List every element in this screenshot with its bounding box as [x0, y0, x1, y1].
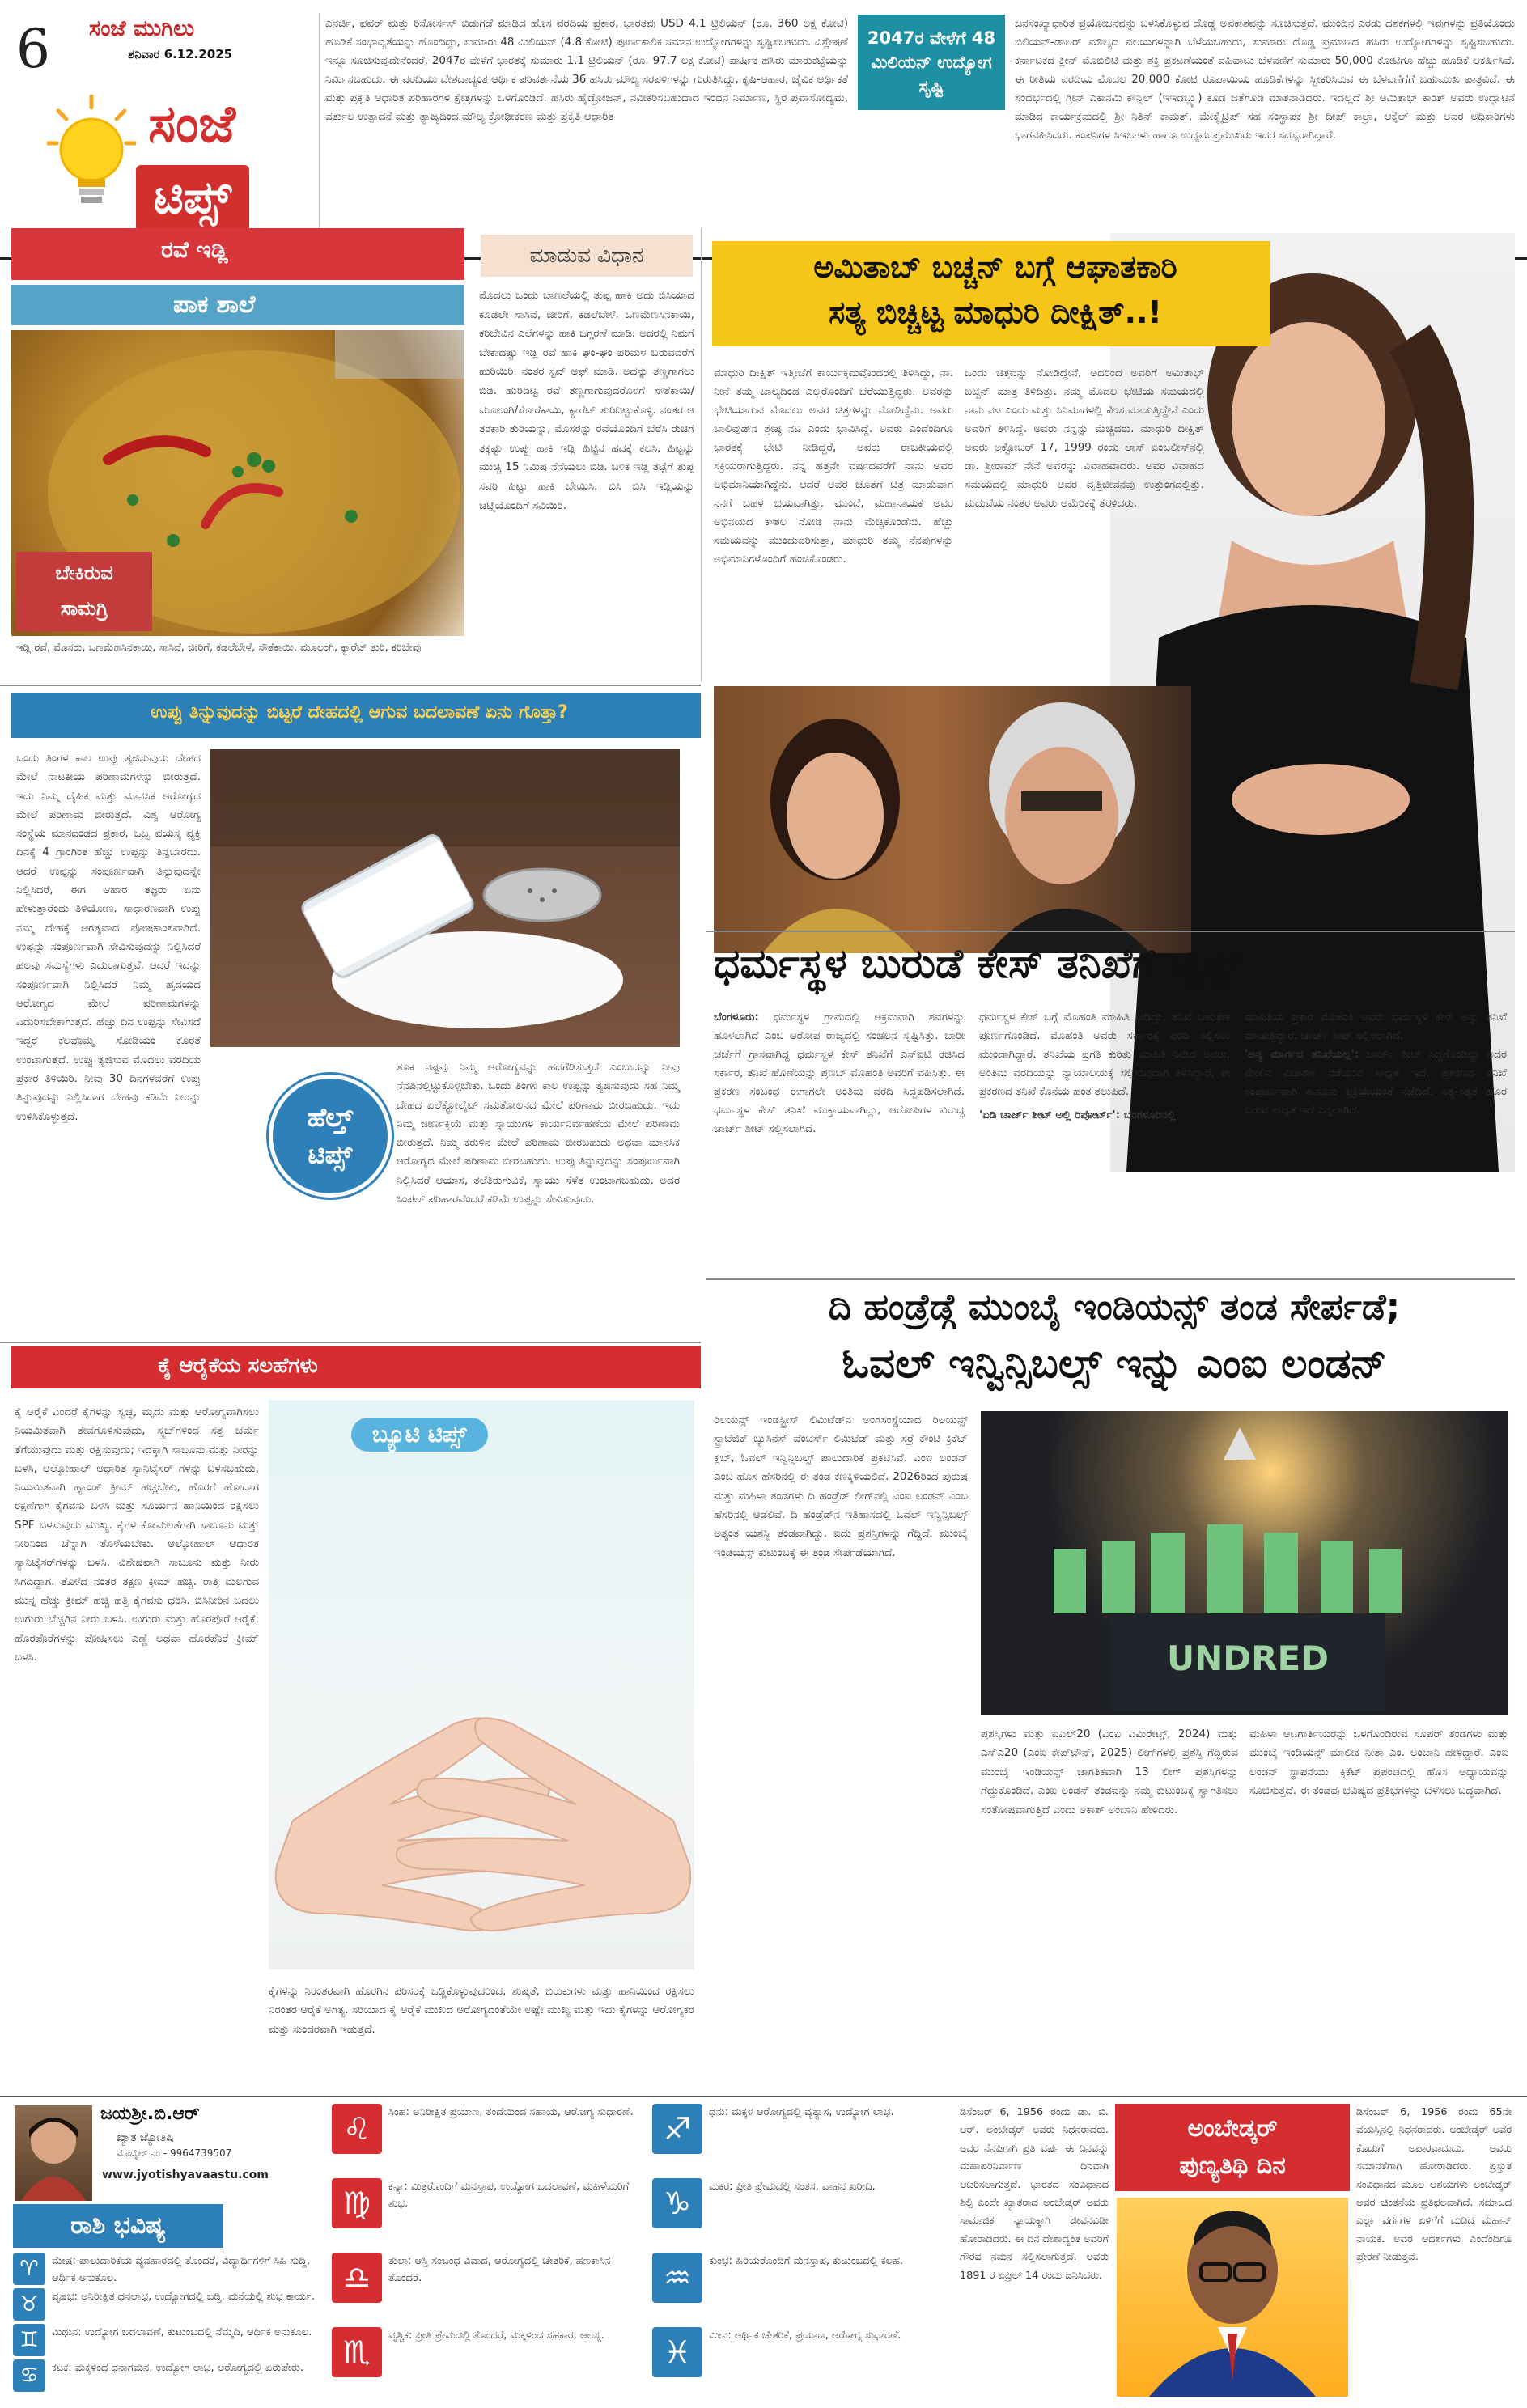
dharmasthala-col3-text: ಮಾಹಿತಿಯ ಪ್ರಕಾರ ಮೊಹಂತಿ ಅವರು ಧರ್ಮಸ್ಥಳ ಕೇಸ್ ಅನ್ನು ತನಿಖೆ ಮಾಡುತ್ತಿದ್ದಾರೆ. ಚಾರ್ಜ್ ಶೀಟ್ ಸಲ್ಲಿಸಲಾಗಿದೆ.	[1245, 1011, 1507, 1042]
horoscope-text: ಧನು: ಮಕ್ಕಳ ಆರೋಗ್ಯದಲ್ಲಿ ವ್ಯತ್ಯಾಸ, ಉದ್ಯೋಗ ಲಾಭ.	[709, 2106, 894, 2118]
cricket-col1: ರಿಲಯನ್ಸ್ ಇಂಡಸ್ಟ್ರೀಸ್ ಲಿಮಿಟೆಡ್‌ನ ಅಂಗಸಂಸ್ಥೆಯಾದ ರಿಲಯನ್ಸ್ ಸ್ಟ್ರಾಟೆಜಿಕ್ ಬ್ಯುಸಿನೆಸ್ ವೆಂಚರ್ಸ್ ಲಿಮಿಟೆಡ್ ಮತ್ತು ಸರ್ರೆ ಕೌಂಟಿ ಕ್ರಿಕೆಟ್ ಕ್ಲಬ್, ಓವಲ್ ಇನ್ವಿನ್ಸಿಬಲ್ಸ್ ಪಾಲುದಾರಿಕೆ ಪ್ರಕಟಿಸಿವೆ. ಎಂಐ ಲಂಡನ್ ಎಂಬ ಹೊಸ ಹೆಸರಿನಲ್ಲಿ ಈ ತಂಡ ಕಣಕ್ಕಿಳಿಯಲಿದೆ. 2026ರಿಂದ ಪುರುಷ ಮತ್ತು ಮಹಿಳಾ ತಂಡಗಳು ದಿ ಹಂಡ್ರೆಡ್ ಲೀಗ್‌ನಲ್ಲಿ ಎಂಐ ಲಂಡನ್ ಎಂಬ ಹೆಸರಿನಲ್ಲಿ ಆಡಲಿವೆ. ದಿ ಹಂಡ್ರೆಡ್‌ನ ಇತಿಹಾಸದಲ್ಲಿ ಓವಲ್ ಇನ್ವಿನ್ಸಿಬಲ್ಸ್ ಅತ್ಯಂತ ಯಶಸ್ವಿ ತಂಡವಾಗಿದ್ದು, ಐದು ಪ್ರಶಸ್ತಿಗಳನ್ನು ಗೆದ್ದಿದೆ. ಮುಂಬೈ ಇಂಡಿಯನ್ಸ್ ಕುಟುಂಬಕ್ಕೆ ಈ ತಂಡ ಸೇರ್ಪಡೆಯಾಗಿದೆ.	[714, 1414, 968, 1559]
recipe-title: ರವೆ ಇಡ್ಲಿ	[161, 236, 228, 263]
ingredients-label-line1: ಬೇಕಿರುವ	[55, 562, 113, 584]
ambedkar-heading-2: ಪುಣ್ಯತಿಥಿ ದಿನ	[1179, 2152, 1286, 2180]
dharmasthala-headline: ಧರ್ಮಸ್ಥಳ ಬುರುಡೆ ಕೇಸ್ ತನಿಖೆಗೆ ಟ್ವಿಸ್ಟ್	[714, 940, 1241, 987]
beauty-tips-badge: ಬ್ಯೂಟಿ ಟಿಪ್ಸ್	[351, 1418, 488, 1452]
astrologer-title: ಖ್ಯಾತ ಜ್ಯೋತಿಷಿ	[117, 2131, 174, 2144]
horoscope-text: ಮಿಥುನ: ಉದ್ಯೋಗ ಬದಲಾವಣೆ, ಕುಟುಂಬದಲ್ಲಿ ನೆಮ್ಮದಿ, ಆರ್ಥಿಕ ಅನುಕೂಲ.	[52, 2326, 312, 2338]
horoscope-item	[652, 2104, 958, 2175]
horoscope-item	[332, 2178, 639, 2249]
horoscope-item	[332, 2104, 639, 2175]
dharmasthala-dateline: ಬೆಂಗಳೂರು:	[714, 1011, 759, 1024]
madhuri-col1: ಮಾಧುರಿ ದೀಕ್ಷಿತ್ ಇತ್ತೀಚೆಗೆ ಕಾರ್ಯಕ್ರಮವೊಂದರಲ್ಲಿ ತಿಳಿಸಿದ್ದು, ನಾ. ನೀನೆ ತಮ್ಮ ಬಾಲ್ಯದಿಂದ ಎಲ್ಲರೊಂದಿಗೆ ಬೆರೆಯುತ್ತಿದ್ದರು. ಅವರನ್ನು ಭೇಟಿಯಾಗುವ ಮೊದಲು ಅವರ ಚಿತ್ರಗಳನ್ನು ನೋಡಿದ್ದೆನು. ಅವರು ಬಾಲಿವುಡ್‌ನ ಶ್ರೇಷ್ಠ ನಟ ಎಂದು ಭಾವಿಸಿದ್ದೆ. ಅವರು ಎಂದೆಂದಿಗೂ ಭಾರತಕ್ಕೆ ಭೇಟಿ ನೀಡಿದ್ದರೆ, ಅವರು ರಾಜಕೀಯದಲ್ಲಿ ಸಕ್ರಿಯರಾಗುತ್ತಿದ್ದರು. ನನ್ನ ಹತ್ತನೇ ವರ್ಷದವರೆಗೆ ನಾನು ಅವರ ಅಭಿಮಾನಿಯಾಗಿದ್ದೆನು. ಆದರೆ ಅವರ ಜೊತೆಗೆ ಚಿತ್ರ ಮಾಡುವಾಗ ನನಗೆ ಬಹಳ ಭಯವಾಗಿತ್ತು. ಮುಂದೆ, ಮಹಾನಾಯಕ ಅವರ ಅಭಿನಯದ ಕೌಶಲ ನೋಡಿ ನಾನು ಮೆಚ್ಚಿಕೊಂಡೆನು. ಹೆಚ್ಚು ಸಮಯವನ್ನು ಮುಂದುವರಿಸುತ್ತಾ, ಮಾಧುರಿ ತಮ್ಮ ನೆನಪುಗಳನ್ನು ಅಭಿಮಾನಿಗಳೊಂದಿಗೆ ಹಂಚಿಕೊಂಡರು.	[714, 367, 953, 566]
zodiac-5-icon: ♌	[332, 2104, 382, 2154]
zodiac-7-icon: ♎	[332, 2253, 382, 2303]
cricket-col3: ಮಹಿಳಾ ಆಟಗಾರ್ತಿಯರನ್ನು ಒಳಗೊಂಡಿರುವ ಸೂಪರ್ ತಂಡಗಳು ಮತ್ತು ಮುಂಬೈ ಇಂಡಿಯನ್ಸ್ ಮಾಲೀಕ ನೀತಾ ಎಂ. ಅಂಬಾನಿ ಹೇಳಿದ್ದಾರೆ. ಎಂಐ ಲಂಡನ್ ಸ್ಥಾಪನೆಯು ಕ್ರಿಕೆಟ್ ಪ್ರಪಂಚದಲ್ಲಿ ಹೊಸ ಅಧ್ಯಾಯವನ್ನು ಸೂಚಿಸುತ್ತದೆ. ಈ ತಂಡವು ಭವಿಷ್ಯದ ಪ್ರತಿಭೆಗಳನ್ನು ಬೆಳೆಸಲು ಬದ್ಧವಾಗಿದೆ.	[1249, 1728, 1508, 1798]
dharmasthala-source: 'ಏಡಿ ಚಾರ್ಜ್ ಶೀಟ್ ಅಲ್ಲಿ ರಿಪೋರ್ಟ್': ಬೆಂಗಳೂರಿನಲ್ಲಿ	[979, 1109, 1176, 1121]
bulb-icon	[47, 95, 136, 200]
ambedkar-heading-box	[1115, 2104, 1350, 2191]
horoscope-item	[652, 2178, 958, 2249]
astrologer-phone: ಮೊಬೈಲ್ ನಂ - 9964739507	[117, 2147, 232, 2159]
recipe-title-bar	[11, 228, 464, 280]
cricket-col2: ಪ್ರಶಸ್ತಿಗಳು ಮತ್ತು ಐಎಲ್‌20 (ಎಂಐ ಎಮಿರೇಟ್ಸ್, 2024) ಮತ್ತು ಎಸ್‌ಎ20 (ಎಂಐ ಕೇಪ್‌ಟೌನ್, 2025) ಲೀಗ್‌ಗಳಲ್ಲಿ ಪ್ರಶಸ್ತಿ ಗೆದ್ದಿರುವ ಮುಂಬೈ ಇಂಡಿಯನ್ಸ್ ಜಾಗತಿಕವಾಗಿ 13 ಲೀಗ್ ಪ್ರಶಸ್ತಿಗಳನ್ನು ಗೆದ್ದುಕೊಂಡಿದೆ. ಎಂಐ ಲಂಡನ್ ತಂಡವನ್ನು ನಮ್ಮ ಕುಟುಂಬಕ್ಕೆ ಸ್ವಾಗತಿಸಲು ಸಂತೋಷವಾಗುತ್ತಿದೆ ಎಂದು ಆಕಾಶ್ ಅಂಬಾನಿ ಹೇಳಿದರು.	[981, 1728, 1238, 1817]
highlight-box	[858, 15, 1005, 110]
dharmasthala-subhead: 'ಅನ್ಯ ಮಾರ್ಗದ ತನಿಖೆಯಲ್ಲ':	[1245, 1048, 1359, 1061]
horoscope-section-label: ರಾಶಿ ಭವಿಷ್ಯ	[13, 2204, 223, 2248]
dharmasthala-col2	[979, 1008, 1230, 1265]
section-title: ಪಾಕ ಶಾಲೆ	[173, 290, 256, 319]
horoscope-text: ಕುಂಭ: ಹಿರಿಯರೊಂದಿಗೆ ಮನಸ್ತಾಪ, ಕುಟುಂಬದಲ್ಲಿ ಕಲಹ.	[709, 2255, 904, 2267]
cricket-headline-1: ದಿ ಹಂಡ್ರೆಡ್ಗೆ ಮುಂಬೈ ಇಂಡಿಯನ್ಸ್ ತಂಡ ಸೇರ್ಪಡೆ;	[828, 1287, 1401, 1328]
madhuri-headline-1: ಅಮಿತಾಬ್ ಬಚ್ಚನ್ ಬಗ್ಗೆ ಆಘಾತಕಾರಿ	[813, 249, 1177, 285]
page-number: 6	[16, 18, 50, 80]
cricket-story	[706, 1282, 1515, 2091]
zodiac-6-icon: ♍	[332, 2178, 382, 2228]
horoscope-item	[13, 2324, 320, 2358]
madhuri-amitabh-photo	[714, 686, 1191, 953]
ingredients-label-line2: ಸಾಮಗ್ರಿ	[60, 597, 108, 620]
astrologer-website: www.jyotishyavaastu.com	[102, 2168, 269, 2181]
zodiac-8-icon: ♏	[332, 2327, 382, 2377]
masthead-title: ಸಂಜೆ ಮುಗಿಲು	[89, 16, 195, 41]
zodiac-12-icon: ♓	[652, 2327, 702, 2377]
cricket-team-photo	[981, 1411, 1508, 1715]
tips-logo-bottom: ಟಿಪ್ಸ್	[136, 165, 249, 231]
horoscope-text: ವೃಷಭ: ಅನಿರೀಕ್ಷಿತ ಧನಲಾಭ, ಉದ್ಯೋಗದಲ್ಲಿ ಬಡ್ತಿ, ಮನೆಯಲ್ಲಿ ಶುಭ ಕಾರ್ಯ.	[52, 2291, 316, 2303]
horoscope-item	[13, 2288, 320, 2322]
zodiac-1-icon: ♈	[13, 2253, 45, 2285]
dharmasthala-col3b-text: ಚಾರ್ಜ್ ಶೀಟ್ ಸಿದ್ದಗೊಂಡಿದ್ದು ಅದರ ಮೇಲಿನ ವಿಚಾರಣೆ ನಡೆಯುವ ಸಾಧ್ಯತೆ ಇದೆ. ಪ್ರಕರಣದ ತನಿಖೆ ಸಂಪೂರ್ಣವಾಗಿ ಕಾನೂನು ಪ್ರಕ್ರಿಯೆಯಂತೆ ನಡೆದಿದೆ. ಸತ್ಯ-ಸತ್ಯತೆ ಹೊರ ಬರುವ ಸಾಧ್ಯತೆ ಇದೆ ಎನ್ನಲಾಗಿದೆ.	[1245, 1048, 1507, 1117]
madhuri-col2: ಒಂದು ಚಿತ್ರವನ್ನು ನೋಡಿದ್ದೇನೆ, ಅದರಿಂದ ಅವರಿಗೆ ಅಮಿತಾಭ್ ಬಚ್ಚನ್ ಮಾತ್ರ ತಿಳಿದಿತ್ತು. ನಮ್ಮ ಮೊದಲ ಭೇಟಿಯ ಸಮಯದಲ್ಲಿ ನಾನು ನಟ ಎಂದು ಮತ್ತು ಸಿನಿಮಾಗಳಲ್ಲಿ ಕೆಲಸ ಮಾಡುತ್ತಿದ್ದೇನೆ ಎಂದು ಅವರಿಗೆ ತಿಳಿಸಿದ್ದೆ. ಅವರು ನನ್ನನ್ನು ಮೆಚ್ಚಿದರು. ಮಾಧುರಿ ದೀಕ್ಷಿತ್ ಅವರು ಅಕ್ಟೋಬರ್ 17, 1999 ರಂದು ಲಾಸ್ ಏಂಜಲೀಸ್‌ನಲ್ಲಿ ಡಾ. ಶ್ರೀರಾಮ್ ನೇನೆ ಅವರನ್ನು ವಿವಾಹವಾದರು. ಅವರ ವಿವಾಹದ ಸಮಯದಲ್ಲಿ ಮಾಧುರಿ ಅವರ ವೃತ್ತಿಜೀವನವು ಉತ್ತುಂಗದಲ್ಲಿತ್ತು. ಮದುವೆಯ ನಂತರ ಅವರು ಅಮೆರಿಕಕ್ಕೆ ತೆರಳಿದರು.	[965, 367, 1204, 510]
dharmasthala-col2-text: ಧರ್ಮಸ್ಥಳ ಕೇಸ್ ಬಗ್ಗೆ ಮೊಹಂತಿ ಮಾಹಿತಿ ನೀಡಿದ್ದು, ತನಿಖೆ ಬಹುತೇಕ ಪೂರ್ಣಗೊಂಡಿದೆ. ಮೊಹಂತಿ ಅವರು ಸರ್ಕಾರಕ್ಕೆ ವರದಿ ಸಲ್ಲಿಸಲು ಮುಂದಾಗಿದ್ದಾರೆ. ತನಿಖೆಯ ಪ್ರಗತಿ ಕುರಿತು ಮಾಹಿತಿ ನೀಡಿದ ಅವರು, ಅಂತಿಮ ವರದಿಯನ್ನು ನ್ಯಾಯಾಲಯಕ್ಕೆ ಸಲ್ಲಿಸುವುದಾಗಿ ತಿಳಿಸಿದ್ದಾರೆ. ಈ ಪ್ರಕರಣದ ತನಿಖೆ ಕೊನೆಯ ಹಂತ ತಲುಪಿದೆ.	[979, 1011, 1230, 1098]
horoscope-text: ಕಟಕ: ಮಕ್ಕಳಿಂದ ಧನಾಗಮನ, ಉದ್ಯೋಗ ಲಾಭ, ಆರೋಗ್ಯದಲ್ಲಿ ಏರುಪೇರು.	[52, 2362, 304, 2374]
hands-photo	[269, 1400, 694, 1969]
horoscope-item	[332, 2253, 639, 2324]
masthead-box	[15, 10, 316, 252]
hand-right-text: ಕೈಗಳನ್ನು ನಿರಂತರವಾಗಿ ಹೊರಗಿನ ಪರಿಸರಕ್ಕೆ ಒಡ್ಡಿಕೊಳ್ಳುವುದರಿಂದ, ಶುಷ್ಕತೆ, ಬಿರುಕುಗಳು ಮತ್ತು ಹಾನಿಯಿಂದ ರಕ್ಷಿಸಲು ನಿರಂತರ ಆರೈಕೆ ಅಗತ್ಯ. ಸರಿಯಾದ ಕೈ ಆರೈಕೆ ಮುಖದ ಆರೋಗ್ಯದಂತೆಯೇ ಅಷ್ಟೇ ಮುಖ್ಯ ಮತ್ತು ಇದು ಕೈಗಳನ್ನು ಆರೋಗ್ಯಕರ ಮತ್ತು ಸುಂದರವಾಗಿ ಇಡುತ್ತದೆ.	[269, 1985, 694, 2036]
zodiac-2-icon: ♉	[13, 2288, 45, 2321]
horoscope-text: ವೃಶ್ಚಿಕ: ಪ್ರೀತಿ ಪ್ರೇಮದಲ್ಲಿ ತೊಂದರೆ, ಮಕ್ಕಳಿಂದ ಸಹಕಾರ, ಆಲಸ್ಯ.	[388, 2330, 604, 2342]
hand-care-section	[11, 1346, 701, 2091]
zodiac-4-icon: ♋	[13, 2359, 45, 2392]
horoscope-text: ತುಲಾ: ಆಸ್ತಿ ಸಂಬಂಧ ವಿವಾದ, ಆರೋಗ್ಯದಲ್ಲಿ ಚೇತರಿಕೆ, ಹಣಕಾಸಿನ ತೊಂದರೆ.	[388, 2255, 611, 2284]
hand-left-text: ಕೈ ಆರೈಕೆ ಎಂದರೆ ಕೈಗಳನ್ನು ಸ್ವಚ್ಛ, ಮೃದು ಮತ್ತು ಆರೋಗ್ಯವಾಗಿಸಲು ನಿಯಮಿತವಾಗಿ ತೇವಗೊಳಿಸುವುದು, ಸ್ಕ್ರಬ್‌ಗಳಿಂದ ಸತ್ತ ಚರ್ಮ ತೆಗೆಯುವುದು ಮತ್ತು ರಕ್ಷಿಸುವುದು; ಇದಕ್ಕಾಗಿ ಸಾಬೂನು ಮತ್ತು ನೀರನ್ನು ಬಳಸಿ, ಆಲ್ಕೋಹಾಲ್ ಆಧಾರಿತ ಸ್ಯಾನಿಟೈಸರ್ ಗಳನ್ನು ಬಳಸಬಹುದು, ನಿಯಮಿತವಾಗಿ ಹ್ಯಾಂಡ್ ಕ್ರೀಮ್ ಹಚ್ಚಬೇಕು, ಹೊರಗೆ ಹೋದಾಗ ರಕ್ಷಣೆಗಾಗಿ ಕೈಗವಸು ಬಳಸಿ ಮತ್ತು ಸೂರ್ಯನ ಹಾನಿಯಿಂದ ರಕ್ಷಿಸಲು SPF ಬಳಸುವುದು ಮುಖ್ಯ. ಕೈಗಳ ಕೋಮಲತೆಗಾಗಿ ಸಾಬೂನು ಮತ್ತು ನೀರಿನಿಂದ ಚೆನ್ನಾಗಿ ತೊಳೆಯಬೇಕು. ಆಲ್ಕೋಹಾಲ್ ಆಧಾರಿತ ಸ್ಯಾನಿಟೈಸರ್‌ಗಳನ್ನು ಬಳಸಿ. ವಿಶೇಷವಾಗಿ ಸಾಬೂನು ಮತ್ತು ನೀರು ಸಿಗದಿದ್ದಾಗ. ತೊಳೆದ ನಂತರ ತಕ್ಷಣ ಕ್ರೀಮ್ ಹಚ್ಚಿ. ರಾತ್ರಿ ಮಲಗುವ ಮುನ್ನ ಹೆಚ್ಚು ಕ್ರೀಮ್ ಹಚ್ಚಿ ಹತ್ತಿ ಕೈಗವಸು ಧರಿಸಿ. ಬಿಸಿನೀರಿನ ಬದಲು ಉಗುರು ಬೆಚ್ಚಗಿನ ನೀರು ಬಳಸಿ. ಉಗುರು ಮತ್ತು ಹೊರಪೊರೆ ಆರೈಕೆ: ಹೊರಪೊರೆಗಳನ್ನು ಪೋಷಿಸಲು ಎಣ್ಣೆ ಅಥವಾ ಹೊರಪೊರೆ ಕ್ರೀಮ್ ಬಳಸಿ.	[15, 1405, 259, 1664]
salt-left-text: ಒಂದು ತಿಂಗಳ ಕಾಲ ಉಪ್ಪು ತ್ಯಜಿಸುವುದು ದೇಹದ ಮೇಲೆ ನಾಟಕೀಯ ಪರಿಣಾಮಗಳನ್ನು ಬೀರುತ್ತದೆ. ಇದು ನಿಮ್ಮ ದೈಹಿಕ ಮತ್ತು ಮಾನಸಿಕ ಆರೋಗ್ಯದ ಮೇಲೆ ಪರಿಣಾಮ ಬೀರುತ್ತದೆ. ವಿಶ್ವ ಆರೋಗ್ಯ ಸಂಸ್ಥೆಯ ಮಾನದಂಡದ ಪ್ರಕಾರ, ಒಬ್ಬ ವಯಸ್ಕ ವ್ಯಕ್ತಿ ದಿನಕ್ಕೆ 4 ಗ್ರಾಂಗಿಂತ ಹೆಚ್ಚು ಉಪ್ಪನ್ನು ತಿನ್ನಬಾರದು. ಆದರೆ ಉಪ್ಪನ್ನು ಸಂಪೂರ್ಣವಾಗಿ ತಿನ್ನುವುದನ್ನೇ ನಿಲ್ಲಿಸಿದರೆ, ಈಗ ಆಹಾರ ತಜ್ಞರು ಏನು ಹೇಳುತ್ತಾರೆಂದು ತಿಳಿಯೋಣ. ಸಾಧಾರಣವಾಗಿ ಉಪ್ಪು ನಮ್ಮ ದೇಹಕ್ಕೆ ಅಗತ್ಯವಾದ ಪೋಷಕಾಂಶವಾಗಿದೆ. ಉಪ್ಪನ್ನು ಸಂಪೂರ್ಣವಾಗಿ ಸೇವಿಸುವುದನ್ನು ನಿಲ್ಲಿಸಿದರೆ ಹಲವು ಸಮಸ್ಯೆಗಳು ಎದುರಾಗುತ್ತವೆ. ಆದರೆ ಇದನ್ನು ಸಂಪೂರ್ಣವಾಗಿ ನಿಲ್ಲಿಸಿದರೆ ನಿಮ್ಮ ಹೃದಯದ ಆರೋಗ್ಯದ ಮೇಲೆ ಪರಿಣಾಮಗಳನ್ನು ಎದುರಿಸಬೇಕಾಗುತ್ತದೆ. ಹೆಚ್ಚು ದಿನ ಉಪ್ಪನ್ನು ಸೇವಿಸದೆ ಇದ್ದರೆ ಕೆಲವೊಮ್ಮೆ ಸೋಡಿಯಂ ಕೊರತೆ ಉಂಟಾಗುತ್ತದೆ. ಉಪ್ಪು ತ್ಯಜಿಸುವ ಮೊದಲು ವರದಿಯ ಪ್ರಕಾರ ತಿಳಿಯಿರಿ. ನೀವು 30 ದಿನಗಳವರೆಗೆ ಉಪ್ಪು ತಿನ್ನುವುದನ್ನು ನಿಲ್ಲಿಸಿದಾಗ ದೇಹವು ಕಡಿಮೆ ನೀರನ್ನು ಉಳಿಸಿಕೊಳ್ಳುತ್ತದೆ.	[16, 752, 201, 1123]
horoscope-text: ಕನ್ಯಾ: ಮಿತ್ರರೊಂದಿಗೆ ಮನಸ್ತಾಪ, ಉದ್ಯೋಗ ಬದಲಾವಣೆ, ಮಹಿಳೆಯರಿಗೆ ಶುಭ.	[388, 2181, 630, 2210]
zodiac-9-icon: ♐	[652, 2104, 702, 2154]
ambedkar-col2: ಡಿಸೆಂಬರ್ 6, 1956 ರಂದು 65ನೇ ವಯಸ್ಸಿನಲ್ಲಿ ನಿಧನರಾದರು. ಅಂಬೇಡ್ಕರ್ ಅವರ ಕೊಡುಗೆ ಅಪಾರವಾದುದು. ಅವರು ಸಮಾನತೆಗಾಗಿ ಹೋರಾಡಿದರು. ಪ್ರಸ್ತುತ ಸಂವಿಧಾನದ ಮೂಲ ಆಶಯಗಳು ಅಂಬೇಡ್ಕರ್ ಅವರ ಚಿಂತನೆಯ ಪ್ರತಿಫಲವಾಗಿದೆ. ಸಮಾಜದ ಎಲ್ಲಾ ವರ್ಗಗಳ ಏಳಿಗೆಗೆ ದುಡಿದ ಮಹಾನ್ ನಾಯಕ. ಅವರ ಆದರ್ಶಗಳು ಎಂದೆಂದಿಗೂ ಪ್ರೇರಣೆ ನೀಡುತ್ತವೆ.	[1356, 2106, 1512, 2264]
astrologer-photo	[15, 2105, 92, 2201]
astrologer-name: ಜಯಶ್ರೀ.ಬಿ.ಆರ್	[100, 2104, 200, 2124]
tips-logo-top: ಸಂಜೆ	[148, 95, 235, 155]
cricket-headline-2: ಓವಲ್ ಇನ್ವಿನ್ಸಿಬಲ್ಸ್ ಇನ್ನು ಎಂಐ ಲಂಡನ್	[842, 1340, 1387, 1387]
ambedkar-col1: ಡಿಸೆಂಬರ್ 6, 1956 ರಂದು ಡಾ. ಬಿ. ಆರ್. ಅಂಬೇಡ್ಕರ್ ಅವರು ನಿಧನರಾದರು. ಅವರ ನೆನಪಿಗಾಗಿ ಪ್ರತಿ ವರ್ಷ ಈ ದಿನವನ್ನು ಮಹಾಪರಿನಿರ್ವಾಣ ದಿನವಾಗಿ ಆಚರಿಸಲಾಗುತ್ತದೆ. ಭಾರತದ ಸಂವಿಧಾನದ ಶಿಲ್ಪಿ ಎಂದೇ ಖ್ಯಾತರಾದ ಅಂಬೇಡ್ಕರ್ ಅವರು ಸಾಮಾಜಿಕ ನ್ಯಾಯಕ್ಕಾಗಿ ಜೀವನವಿಡೀ ಹೋರಾಡಿದರು. ಈ ದಿನ ದೇಶಾದ್ಯಂತ ಅವರಿಗೆ ಗೌರವ ನಮನ ಸಲ್ಲಿಸಲಾಗುತ್ತದೆ. ಅವರು 1891 ರ ಏಪ್ರಿಲ್ 14 ರಂದು ಜನಿಸಿದರು.	[960, 2106, 1109, 2282]
horoscope-item	[652, 2327, 958, 2398]
date-line: ಶನಿವಾರ 6.12.2025	[128, 47, 233, 61]
salt-section	[11, 693, 701, 1343]
salt-heading: ಉಪ್ಪು ತಿನ್ನುವುದನ್ನು ಬಿಟ್ಟರೆ ದೇಹದಲ್ಲಿ ಆಗುವ ಬದಲಾವಣೆ ಏನು ಗೊತ್ತಾ?	[151, 702, 568, 723]
dharmasthala-col1	[714, 1008, 965, 1265]
lead-story-col1: ಎನರ್ಜಿ, ಪವರ್ ಮತ್ತು ರಿಸೋರ್ಸಸ್ ಬಿಡುಗಡೆ ಮಾಡಿದ ಹೊಸ ವರದಿಯ ಪ್ರಕಾರ, ಭಾರತವು USD 4.1 ಟ್ರಿಲಿಯನ್ (ರೂ. 360 ಲಕ್ಷ ಕೋಟಿ) ಹೂಡಿಕೆ ಸಂಭಾವ್ಯತೆಯನ್ನು ಹೊಂದಿದ್ದು, ಸುಮಾರು 48 ಮಿಲಿಯನ್ (4.8 ಕೋಟಿ) ಪೂರ್ಣಕಾಲಿಕ ಸಮಾನ ಉದ್ಯೋಗಗಳನ್ನು ಸೃಷ್ಟಿಸಬಹುದು. ವಿಶ್ಲೇಷಣೆ ಇನ್ನೂ ಸೂಚಿಸುವುದೇನೆಂದರೆ, 2047ರ ವೇಳೆಗೆ ಭಾರತಕ್ಕೆ ಸುಮಾರು 1.1 ಟ್ರಿಲಿಯನ್ (ರೂ. 97.7 ಲಕ್ಷ ಕೋಟಿ) ವಾರ್ಷಿಕ ಹಸಿರು ಮಾರುಕಟ್ಟೆಯನ್ನು ನಿರ್ಮಿಸಬಹುದು. ಈ ವರದಿಯು ದೇಶದಾದ್ಯಂತ ಆರ್ಥಿಕ ಪರಿವರ್ತನೆಯ 36 ಹಸಿರು ಮೌಲ್ಯ ಸರಪಳಿಗಳನ್ನು ಗುರುತಿಸಿದ್ದು, ಕೃಷಿ-ಆಹಾರ, ಜೈವಿಕ ಆರ್ಥಿಕತೆ ಮತ್ತು ಪ್ರಕೃತಿ ಆಧಾರಿತ ಪರಿಹಾರಗಳ ಕ್ಷೇತ್ರಗಳನ್ನು ಒಳಗೊಂಡಿದೆ. ಹಸಿರು ಹೈಡ್ರೋಜನ್, ನವೀಕರಿಸಬಹುದಾದ ಇಂಧನ ನಿರ್ಮಾಣ, ಸ್ಥಿರ ಪ್ರವಾಸೋದ್ಯಮ, ವರ್ತುಲ ಉತ್ಪಾದನೆ ಮತ್ತು ತ್ಯಾಜ್ಯದಿಂದ ಮೌಲ್ಯ ಕ್ರೋಢೀಕರಣ ಮತ್ತು ಪ್ರಕೃತಿ ಆಧಾರಿತ	[325, 17, 848, 123]
ambedkar-section	[955, 2101, 1515, 2400]
svg-text:UNDRED: UNDRED	[1166, 1639, 1330, 1678]
health-tips-badge	[269, 1075, 392, 1198]
recipe-method: ಮೊದಲು ಒಂದು ಬಾಣಲೆಯಲ್ಲಿ ತುಪ್ಪ ಹಾಕಿ ಅದು ಬಿಸಿಯಾದ ಕೂಡಲೇ ಸಾಸಿವೆ, ಜೀರಿಗೆ, ಕಡಲೆಬೇಳೆ, ಒಣಮೆಣಸಿನಕಾಯಿ, ಕರಿಬೇವಿನ ಎಲೆಗಳನ್ನು ಹಾಕಿ ಒಗ್ಗರಣೆ ಮಾಡಿ. ಅದರಲ್ಲಿ ನಿಮಗೆ ಬೇಕಾದಷ್ಟು ಇಡ್ಲಿ ರವೆ ಹಾಕಿ ಘಂ-ಘಂ ಪರಿಮಳ ಬರುವವರೆಗೆ ಹುರಿಯಿರಿ. ನಂತರ ಸ್ಟವ್ ಆಫ್ ಮಾಡಿ. ಅದನ್ನು ತಣ್ಣಗಾಗಲು ಬಿಡಿ. ಹುರಿದಿಟ್ಟ ರವೆ ತಣ್ಣಗಾಗುವುದರೊಳಗೆ ಸೌತೆಕಾಯಿ/ಮೂಲಂಗಿ/ಸೋರೆಕಾಯಿ, ಕ್ಯಾರೆಟ್ ತುರಿದಿಟ್ಟುಕೊಳ್ಳಿ. ನಂತರ ಆ ತರಕಾರಿ ತುರಿಯನ್ನು, ಮೊಸರನ್ನು ರವೆಯೊಂದಿಗೆ ಬೆರೆಸಿ ರುಚಿಗೆ ತಕ್ಕಷ್ಟು ಉಪ್ಪು ಹಾಕಿ ಇಡ್ಲಿ ಹಿಟ್ಟಿನ ಹದಕ್ಕೆ ಕಲಸಿ. ಹಿಟ್ಟನ್ನು ಮುಚ್ಚಿ 15 ನಿಮಿಷ ನೆನೆಯಲು ಬಿಡಿ. ಬಳಿಕ ಇಡ್ಲಿ ತಟ್ಟೆಗೆ ತುಪ್ಪ ಸವರಿ ಹಿಟ್ಟು ಹಾಕಿ ಬೇಯಿಸಿ. ಬಿಸಿ ಬಿಸಿ ಇಡ್ಲಿಯನ್ನು ಚಟ್ನಿಯೊಂದಿಗೆ ಸವಿಯಿರಿ.	[479, 289, 694, 512]
horoscope-section	[11, 2101, 958, 2400]
horoscope-item	[13, 2253, 320, 2287]
ambedkar-portrait	[1117, 2198, 1348, 2397]
ambedkar-heading-1: ಅಂಬೇಡ್ಕರ್	[1187, 2114, 1278, 2143]
dharmasthala-col3	[1245, 1008, 1507, 1265]
ingredients-label	[16, 552, 152, 631]
dharmasthala-col1-text: ಧರ್ಮಸ್ಥಳ ಗ್ರಾಮದಲ್ಲಿ ಅಕ್ರಮವಾಗಿ ಶವಗಳನ್ನು ಹೂಳಲಾಗಿದೆ ಎಂಬ ಆರೋಪ ರಾಜ್ಯದಲ್ಲಿ ಸಂಚಲನ ಸೃಷ್ಟಿಸಿತ್ತು. ಭಾರೀ ಚರ್ಚೆಗೆ ಗ್ರಾಸವಾಗಿದ್ದ ಧರ್ಮಸ್ಥಳ ಕೇಸ್ ತನಿಖೆಗೆ ಎಸ್‌ಐಟಿ ರಚಿಸಿದ ಸರ್ಕಾರ, ತನಿಖೆ ಹೊಣೆಯನ್ನು ಪ್ರಣಬ್ ಮೊಹಂತಿ ಅವರಿಗೆ ವಹಿಸಿತ್ತು. ಈ ಪ್ರಕರಣ ಸಂಬಂಧ ಈಗಾಗಲೇ ಅಂತಿಮ ವರದಿ ಸಿದ್ದಪಡಿಸಲಾಗಿದೆ. ಧರ್ಮಸ್ಥಳ ಕೇಸ್ ತನಿಖೆ ಮುಕ್ತಾಯವಾಗಿದ್ದು, ಆರೋಪಿಗಳ ವಿರುದ್ಧ ಚಾರ್ಜ್ ಶೀಟ್ ಸಲ್ಲಿಸಲಾಗಿದೆ.	[714, 1011, 965, 1135]
zodiac-11-icon: ♒	[652, 2253, 702, 2303]
horoscope-item	[332, 2327, 639, 2398]
health-tips-badge-2: ಟಿಪ್ಸ್	[308, 1139, 353, 1170]
madhuri-headline-2: ಸತ್ಯ ಬಿಚ್ಚಿಟ್ಟ ಮಾಧುರಿ ದೀಕ್ಷಿತ್..!	[829, 295, 1162, 330]
horoscope-text: ಮಕರ: ಪ್ರೀತಿ ಪ್ರೇಮದಲ್ಲಿ ಸಂತಸ, ವಾಹನ ಖರೀದಿ.	[709, 2181, 876, 2193]
lead-story-col2: ಜನಸಂಖ್ಯಾಧಾರಿತ ಪ್ರಯೋಜನವನ್ನು ಬಳಸಿಕೊಳ್ಳುವ ದೊಡ್ಡ ಅವಕಾಶವನ್ನು ಸೂಚಿಸುತ್ತದೆ. ಮುಂದಿನ ಎರಡು ದಶಕಗಳಲ್ಲಿ ಇವುಗಳನ್ನು ಪ್ರತಿಯೊಂದು ಬಿಲಿಯನ್-ಡಾಲರ್ ಮೌಲ್ಯದ ವಲಯಗಳನ್ನಾಗಿ ಬೆಳೆಯಬಹುದು, ಸುಮಾರು ದೊಡ್ಡ ಪ್ರಮಾಣದ ಹಸಿರು ಉದ್ಯೋಗಗಳನ್ನು ಸೃಷ್ಟಿಸಬಹುದು. ಕರ್ನಾಟಕದ ಕ್ಲೀನ್ ಮೊಬಿಲಿಟಿ ಮತ್ತು ಶಕ್ತಿ ಪ್ರಕಟಣೆಯಂತೆ ವಹಿವಾಟು ಬೆಳವಣಿಗೆ ಸುಮಾರು 50,000 ಕೋಟಿಗೂ ಹೆಚ್ಚು ಹೂಡಿಕೆ ಆಕರ್ಷಿಸಿವೆ. ಈ ರೀತಿಯ ವರದಿಯ ಮೊದಲ 20,000 ಕೋಟಿ ರೂಪಾಯಿಯ ಹೂಡಿಕೆಗಳನ್ನು ಸ್ವೀಕರಿಸಿರುವ ಈ ಬೆಳವಣಿಗೆಗೆ ಬಹುಮುಖ ಪಾತ್ರವಿದೆ. ಈ ಸಂದರ್ಭದಲ್ಲಿ ಗ್ರೀನ್ ಎಕಾನಮಿ ಕೌನ್ಸಿಲ್ (ಇಇಡಬ್ಲ್ಯು) ಕೂಡ ಜತೆಗೂಡಿ ಮಾತನಾಡಿದರು. ಇದಲ್ಲದೆ ಶ್ರೀ ಅಮಿತಾಭ್ ಕಾಂತ್ ಅವರು ಉದ್ಘಾಟನೆ ಮಾಡಿದ ಕಾರ್ಯಕ್ರಮದಲ್ಲಿ ಶ್ರೀ ನಿತಿನ್ ಕಾಮತ್, ಮೇಕ್ಮೈಟ್ರಿಪ್ ಸಹ ಸಂಸ್ಥಾಪಕ ಶ್ರೀ ದೀಪ್ ಕಾಲ್ರಾ, ಆಕ್ಸೆಲ್ ಮತ್ತು ಅವರ ಅಧಿಕಾರಿಗಳು ಭಾಗವಹಿಸಿದರು. ಕಂಪನಿಗಳ ಸಿಇಒಗಳು ಹಾಗೂ ಉದ್ಯಮ ಪ್ರಮುಖರು ಇದರ ಸದಸ್ಯರಾಗಿದ್ದಾರೆ.	[1015, 17, 1515, 142]
recipe-section	[11, 228, 701, 683]
salt-right-text: ತೂಕ ನಷ್ಟವು ನಿಮ್ಮ ಆರೋಗ್ಯವನ್ನು ಹದಗೆಡಿಸುತ್ತದೆ ಎಂಬುದನ್ನು ನೀವು ನೆನಪಿನಲ್ಲಿಟ್ಟುಕೊಳ್ಳಬೇಕು. ಒಂದು ತಿಂಗಳ ಕಾಲ ಉಪ್ಪನ್ನು ತ್ಯಜಿಸುವುದು ಸಹ ನಿಮ್ಮ ದೇಹದ ಏಲೆಕ್ಟ್ರೋಲೈಟ್ ಸಮತೋಲನದ ಮೇಲೆ ಪರಿಣಾಮ ಬೀರಬಹುದು. ಇದು ನಿಮ್ಮ ಜೀರ್ಣಕ್ರಿಯೆ ಮತ್ತು ಸ್ನಾಯುಗಳ ಕಾರ್ಯನಿರ್ವಹಣೆಯ ಮೇಲೆ ಪರಿಣಾಮ ಬೀರುತ್ತದೆ. ನಿಮ್ಮ ಕರುಳಿನ ಮೇಲೆ ಪರಿಣಾಮ ಬೀರಬಹುದು ಅಥವಾ ಮಾನಸಿಕ ಆರೋಗ್ಯದ ಮೇಲೆ ಪರಿಣಾಮ ಬೀರಬಹುದು. ಉಪ್ಪು ತಿನ್ನುವುದನ್ನು ಸಂಪೂರ್ಣವಾಗಿ ನಿಲ್ಲಿಸಿದರೆ ಆಯಾಸ, ತಲೆತಿರುಗುವಿಕೆ, ಸ್ನಾಯು ಸೆಳೆತ ಉಂಟಾಗಬಹುದು. ಅದರ ಸಿಂಪಲ್ ಪರಿಹಾರವೆಂದರೆ ಕಡಿಮೆ ಉಪ್ಪನ್ನು ಸೇವಿಸುವುದು.	[397, 1061, 680, 1206]
dharmasthala-story	[706, 935, 1515, 1275]
method-label: ಮಾಡುವ ವಿಧಾನ	[481, 235, 693, 277]
horoscope-text: ಸಿಂಹ: ಅನಿರೀಕ್ಷಿತ ಪ್ರಯಾಣ, ತಂದೆಯಿಂದ ಸಹಾಯ, ಆರೋಗ್ಯ ಸುಧಾರಣೆ.	[388, 2106, 634, 2118]
hand-heading: ಕೈ ಆರೈಕೆಯ ಸಲಹೆಗಳು	[158, 1354, 318, 1378]
highlight-text: 2047ರ ವೇಳೆಗೆ 48 ಮಿಲಿಯನ್ ಉದ್ಯೋಗ ಸೃಷ್ಟಿ	[867, 28, 996, 96]
zodiac-10-icon: ♑	[652, 2178, 702, 2228]
horoscope-text: ಮೀನ: ಆರ್ಥಿಕ ಚೇತರಿಕೆ, ಪ್ರಯಾಣ, ಆರೋಗ್ಯ ಸುಧಾರಣೆ.	[709, 2330, 901, 2342]
zodiac-3-icon: ♊	[13, 2324, 45, 2356]
horoscope-item	[652, 2253, 958, 2324]
health-tips-badge-1: ಹೆಲ್ತ್	[307, 1102, 354, 1133]
horoscope-text: ಮೇಷ: ಪಾಲುದಾರಿಕೆಯ ವ್ಯವಹಾರದಲ್ಲಿ ತೊಂದರೆ, ವಿದ್ಯಾರ್ಥಿಗಳಿಗೆ ಸಿಹಿ ಸುದ್ದಿ, ಆರ್ಥಿಕ ಅನುಕೂಲ.	[52, 2255, 310, 2284]
horoscope-item	[13, 2359, 320, 2393]
ingredients-text: ಇಡ್ಲಿ ರವೆ, ಮೊಸರು, ಒಣಮೆಣಸಿನಕಾಯಿ, ಸಾಸಿವೆ, ಜೀರಿಗೆ, ಕಡಲೆಬೇಳೆ, ಸೌತೆಕಾಯಿ, ಮೂಲಂಗಿ, ಕ್ಯಾರೆಟ್ ತುರಿ, ಕರಿಬೇವು	[16, 642, 422, 654]
salt-photo	[210, 749, 680, 1047]
